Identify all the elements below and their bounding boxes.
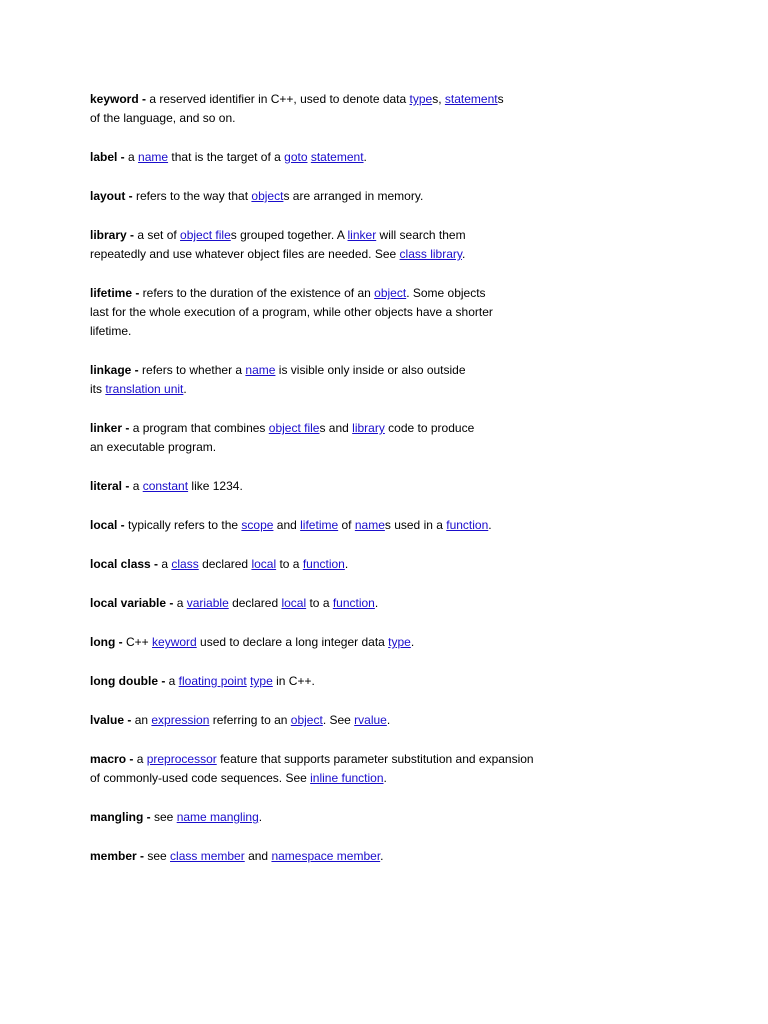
glossary-term: local -	[90, 518, 125, 532]
glossary-link[interactable]: type	[409, 92, 433, 106]
definition-text: .	[410, 635, 415, 649]
definition-text: that is the target of a	[168, 150, 285, 164]
definition-text: a	[133, 752, 147, 766]
definition-text: last for the whole execution of a program, while other objects have a shorter	[90, 305, 493, 319]
definition-text: lifetime.	[90, 324, 132, 338]
glossary-link[interactable]: name	[245, 363, 276, 377]
definition-text: like 1234.	[188, 479, 243, 493]
entry-line	[90, 555, 570, 574]
glossary-link[interactable]: type	[388, 635, 411, 649]
glossary-link[interactable]: expression	[151, 713, 210, 727]
entry-line	[90, 148, 570, 167]
glossary-link[interactable]: variable	[186, 596, 229, 610]
glossary-link[interactable]: goto	[284, 150, 308, 164]
definition-text: a	[124, 150, 139, 164]
glossary-link[interactable]: translation unit	[105, 382, 184, 396]
definition-text: .	[183, 382, 187, 396]
definition-text: a	[165, 674, 179, 688]
glossary-link[interactable]: linker	[347, 228, 377, 242]
glossary-term: label -	[90, 150, 125, 164]
glossary-page	[90, 90, 570, 886]
entry-line	[90, 672, 570, 691]
definition-text: s grouped together. A	[230, 228, 348, 242]
glossary-entry	[90, 750, 570, 788]
glossary-link[interactable]: statement	[310, 150, 364, 164]
entry-line	[90, 284, 570, 303]
glossary-entry	[90, 808, 570, 827]
definition-text: .	[344, 557, 349, 571]
entry-line	[90, 847, 570, 866]
glossary-link[interactable]: rvalue	[354, 713, 387, 727]
entry-line	[90, 187, 570, 206]
definition-text: a	[129, 479, 143, 493]
definition-text: is visible only inside or also outside	[275, 363, 466, 377]
glossary-link[interactable]: function	[332, 596, 375, 610]
definition-text: its	[90, 382, 106, 396]
glossary-link[interactable]: scope	[241, 518, 274, 532]
entry-line	[90, 90, 570, 109]
definition-text: see	[150, 810, 177, 824]
glossary-term: layout -	[90, 189, 133, 203]
glossary-entry	[90, 187, 570, 206]
glossary-link[interactable]: object	[374, 286, 407, 300]
glossary-link[interactable]: class	[171, 557, 199, 571]
glossary-entry	[90, 516, 570, 535]
glossary-term: lvalue -	[90, 713, 132, 727]
definition-text: used to declare a long integer data	[196, 635, 389, 649]
glossary-term: linker -	[90, 421, 130, 435]
glossary-entry	[90, 284, 570, 341]
entry-line	[90, 361, 570, 380]
glossary-link[interactable]: object file	[268, 421, 320, 435]
definition-text: see	[144, 849, 171, 863]
definition-text: . See	[322, 713, 355, 727]
definition-text: in C++.	[272, 674, 315, 688]
entry-line	[90, 226, 570, 245]
definition-text: an executable program.	[90, 440, 217, 454]
entry-line	[90, 516, 570, 535]
glossary-link[interactable]: namespace member	[271, 849, 381, 863]
definition-text: declared	[228, 596, 282, 610]
glossary-entry	[90, 847, 570, 866]
glossary-link[interactable]: object	[251, 189, 284, 203]
glossary-term: keyword -	[90, 92, 147, 106]
glossary-link[interactable]: preprocessor	[146, 752, 217, 766]
glossary-link[interactable]: floating point	[178, 674, 247, 688]
entry-line	[90, 750, 570, 769]
entry-line	[90, 808, 570, 827]
definition-text: .	[386, 713, 391, 727]
glossary-entry	[90, 555, 570, 574]
glossary-link[interactable]: inline function	[310, 771, 384, 785]
glossary-link[interactable]: statement	[444, 92, 498, 106]
glossary-link[interactable]: object	[290, 713, 323, 727]
definition-text: to a	[306, 596, 333, 610]
entry-line	[90, 303, 570, 322]
glossary-entry	[90, 90, 570, 128]
glossary-entry	[90, 672, 570, 691]
glossary-entry	[90, 477, 570, 496]
glossary-link[interactable]: type	[250, 674, 273, 688]
definition-text: of	[338, 518, 355, 532]
glossary-term: mangling -	[90, 810, 151, 824]
definition-text: a program that combines	[129, 421, 269, 435]
glossary-term: long -	[90, 635, 123, 649]
entry-line	[90, 380, 570, 399]
entry-line	[90, 633, 570, 652]
entry-line	[90, 769, 570, 788]
definition-text: of commonly-used code sequences. See	[90, 771, 311, 785]
glossary-link[interactable]: lifetime	[300, 518, 339, 532]
definition-text: s,	[432, 92, 445, 106]
definition-text: repeatedly and use whatever object files are needed. See	[90, 247, 400, 261]
definition-text: .	[462, 247, 466, 261]
glossary-link[interactable]: name	[354, 518, 385, 532]
definition-text: refers to the duration of the existence of an	[139, 286, 375, 300]
glossary-entry	[90, 148, 570, 167]
definition-text: .	[374, 596, 379, 610]
glossary-link[interactable]: library	[352, 421, 385, 435]
glossary-entry	[90, 361, 570, 399]
glossary-link[interactable]: class library	[399, 247, 463, 261]
glossary-link[interactable]: name mangling	[176, 810, 259, 824]
glossary-link[interactable]: local	[281, 596, 307, 610]
glossary-term: lifetime -	[90, 286, 140, 300]
glossary-term: macro -	[90, 752, 134, 766]
definition-text: .	[258, 810, 263, 824]
definition-text: s and	[319, 421, 353, 435]
definition-text: of the language, and so on.	[90, 111, 236, 125]
definition-text: referring to an	[209, 713, 291, 727]
glossary-link[interactable]: function	[302, 557, 345, 571]
definition-text: feature that supports parameter substitution and expansion	[216, 752, 534, 766]
definition-text: a reserved identifier in C++, used to denote data	[146, 92, 410, 106]
glossary-term: long double -	[90, 674, 166, 688]
definition-text: and	[244, 849, 272, 863]
glossary-entry	[90, 594, 570, 613]
glossary-term: local class -	[90, 557, 159, 571]
definition-text: a	[158, 557, 172, 571]
entry-line	[90, 594, 570, 613]
glossary-link[interactable]: name	[138, 150, 169, 164]
definition-text: . Some objects	[406, 286, 486, 300]
glossary-entry	[90, 419, 570, 457]
glossary-link[interactable]: object file	[180, 228, 231, 242]
definition-text: .	[488, 518, 492, 532]
entry-line	[90, 322, 570, 341]
glossary-entry	[90, 226, 570, 264]
glossary-entry	[90, 711, 570, 730]
entry-line	[90, 419, 570, 438]
glossary-link[interactable]: class member	[170, 849, 245, 863]
definition-text: typically refers to the	[124, 518, 242, 532]
entry-line	[90, 438, 570, 457]
entry-line	[90, 711, 570, 730]
glossary-term: linkage -	[90, 363, 139, 377]
entry-line	[90, 477, 570, 496]
definition-text: code to produce	[384, 421, 475, 435]
glossary-link[interactable]: function	[446, 518, 489, 532]
glossary-link[interactable]: keyword	[152, 635, 197, 649]
definition-text: s used in a	[384, 518, 447, 532]
definition-text: s are arranged in memory.	[283, 189, 424, 203]
glossary-term: local variable -	[90, 596, 174, 610]
glossary-term: library -	[90, 228, 135, 242]
definition-text: s	[497, 92, 504, 106]
entry-line	[90, 245, 570, 264]
glossary-link[interactable]: constant	[142, 479, 189, 493]
definition-text: refers to whether a	[138, 363, 246, 377]
glossary-entry	[90, 633, 570, 652]
definition-text: to a	[276, 557, 303, 571]
entry-line	[90, 109, 570, 128]
definition-text: a	[173, 596, 187, 610]
definition-text: an	[131, 713, 152, 727]
glossary-link[interactable]: local	[251, 557, 277, 571]
definition-text: .	[380, 849, 384, 863]
definition-text: will search them	[376, 228, 466, 242]
definition-text: refers to the way that	[132, 189, 252, 203]
definition-text: .	[363, 150, 367, 164]
definition-text: .	[383, 771, 387, 785]
definition-text: C++	[122, 635, 153, 649]
definition-text: declared	[198, 557, 252, 571]
glossary-term: literal -	[90, 479, 130, 493]
glossary-term: member -	[90, 849, 145, 863]
definition-text: and	[273, 518, 301, 532]
definition-text: a set of	[134, 228, 181, 242]
